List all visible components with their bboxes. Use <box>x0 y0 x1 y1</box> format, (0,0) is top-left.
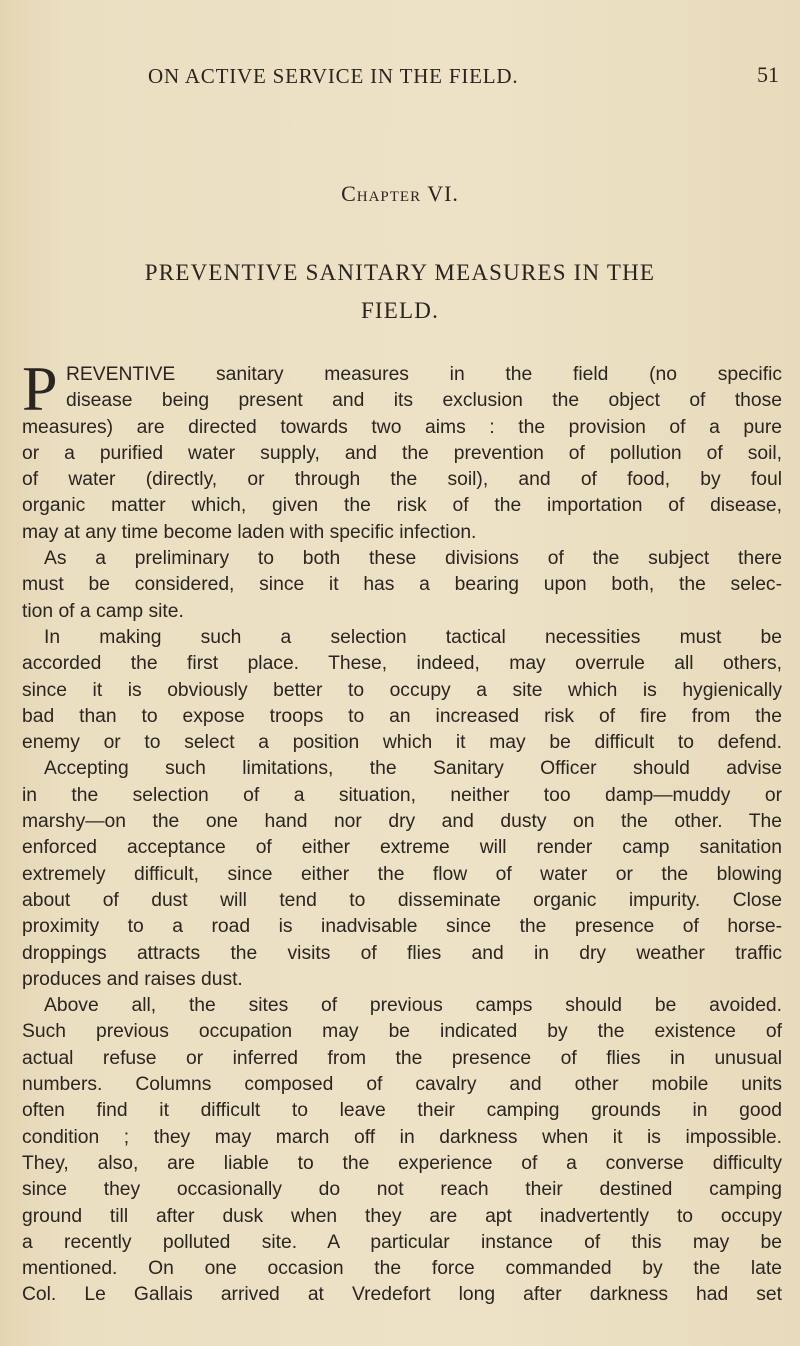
text-line: produces and raises dust. <box>22 968 243 990</box>
text-line: accorded the first place. These, indeed, may overrule all others, <box>22 653 782 675</box>
text-line: In making such a selection tactical necessities must be <box>44 626 782 648</box>
drop-cap: P <box>22 353 58 424</box>
text-line: or a purified water supply, and the prevention of pollution of soil, <box>22 442 782 464</box>
chapter-title-line-1: PREVENTIVE SANITARY MEASURES IN THE <box>144 260 656 285</box>
running-title: ON ACTIVE SERVICE IN THE FIELD. <box>148 64 519 88</box>
text-line: As a preliminary to both these divisions of the subject there <box>44 548 782 570</box>
text-line: since they occasionally do not reach their destined camping <box>22 1179 782 1201</box>
text-line: actual refuse or inferred from the presence of flies in unusual <box>22 1047 782 1069</box>
text-line: tion of a camp site. <box>22 600 184 622</box>
text-line: a recently polluted site. A particular instance of this may be <box>22 1231 782 1253</box>
text-line: ground till after dusk when they are apt inadvertently to occupy <box>22 1205 782 1227</box>
text-line: numbers. Columns composed of cavalry and other mobile units <box>22 1074 782 1096</box>
text-line: bad than to expose troops to an increased risk of fire from the <box>22 705 782 727</box>
text-line: Above all, the sites of previous camps should be avoided. <box>44 995 782 1017</box>
text-line: Accepting such limitations, the Sanitary Officer should advise <box>44 758 782 780</box>
text-line: mentioned. On one occasion the force commanded by the late <box>22 1258 782 1280</box>
text-line: may at any time become laden with specific infection. <box>22 521 477 543</box>
text-line: often find it difficult to leave their camping grounds in good <box>22 1100 782 1122</box>
text-line: REVENTIVE sanitary measures in the field (no specific <box>66 364 782 385</box>
text-line: proximity to a road is inadvisable since the presence of horse- <box>22 916 782 938</box>
text-line: in the selection of a situation, neither too damp—muddy or <box>22 784 782 806</box>
body-text <box>22 353 782 1309</box>
text-line: enforced acceptance of either extreme will render camp sanitation <box>22 837 782 859</box>
text-line: enemy or to select a position which it may be difficult to defend. <box>22 732 782 754</box>
text-line: condition ; they may march off in darkness when it is impossible. <box>22 1126 782 1148</box>
chapter-title-line-2: FIELD. <box>360 298 440 323</box>
text-line: organic matter which, given the risk of the importation of disease, <box>22 495 782 517</box>
text-line: extremely difficult, since either the flow of water or the blowing <box>22 863 782 885</box>
text-line: They, also, are liable to the experience of a converse difficulty <box>22 1152 782 1174</box>
text-line: of water (directly, or through the soil), and of food, by foul <box>22 469 782 491</box>
text-line: about of dust will tend to disseminate organic impurity. Close <box>22 889 782 911</box>
chapter-label: Chapter VI. <box>341 181 459 206</box>
text-line: droppings attracts the visits of flies and in dry weather traffic <box>22 942 782 964</box>
text-line: measures) are directed towards two aims : the provision of a pure <box>22 416 782 438</box>
page-number: 51 <box>757 62 779 87</box>
text-line: since it is obviously better to occupy a site which is hygienically <box>22 679 782 701</box>
text-line: disease being present and its exclusion the object of those <box>66 390 782 412</box>
text-line: Such previous occupation may be indicated by the existence of <box>22 1021 782 1043</box>
text-line: must be considered, since it has a bearing upon both, the selec- <box>22 574 782 596</box>
text-line: marshy—on the one hand nor dry and dusty on the other. The <box>22 811 782 833</box>
running-head <box>0 60 800 100</box>
chapter-title <box>0 254 800 330</box>
text-line: Col. Le Gallais arrived at Vredefort long after darkness had set <box>22 1284 782 1306</box>
